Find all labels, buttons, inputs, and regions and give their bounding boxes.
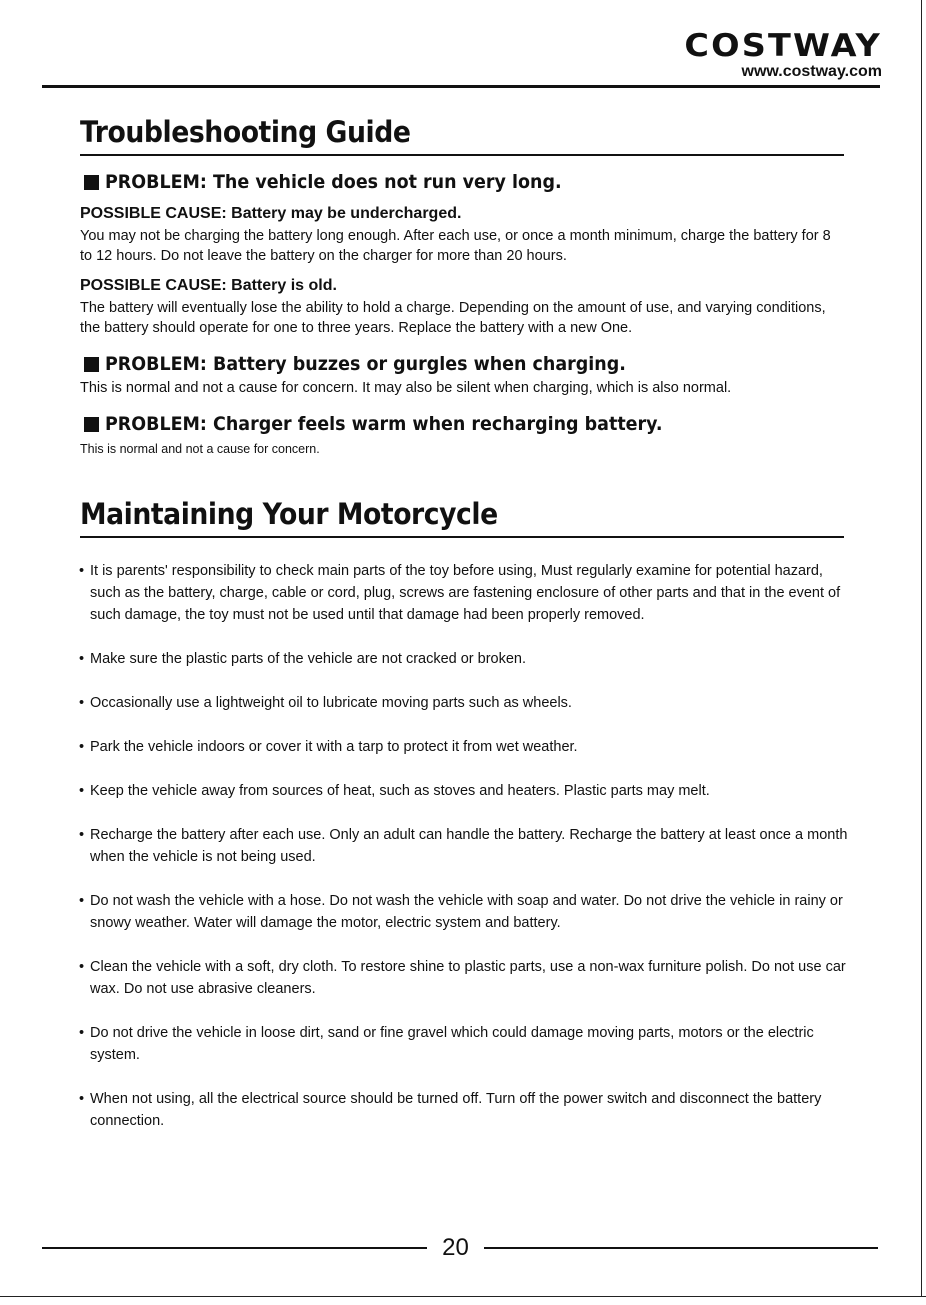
list-item: [80, 890, 850, 934]
list-item-text: It is parents' responsibility to check main parts of the toy before using, Must regularly examine for potential hazard, such as the battery, charge, cable or cord, plug, screws are fastening enclosure of other parts and that in the event of such damage, the toy must not be used until that damage had been properly removed.: [90, 563, 841, 623]
footer-line-right: [484, 1247, 878, 1249]
brand-logo: COSTWAY: [684, 28, 882, 64]
bullet-dot: •: [79, 563, 85, 579]
list-item: [80, 1088, 850, 1132]
list-item: [80, 560, 850, 626]
problem-heading-text: PROBLEM: Charger feels warm when recharging battery.: [105, 413, 663, 435]
troubleshooting-section: [80, 114, 844, 458]
cause-text-undercharged: You may not be charging the battery long enough. After each use, or once a month minimum, charge the battery for 8 to 12 hours. Do not leave the battery on the charger for more than 20 hours.: [80, 228, 831, 264]
cause-title-undercharged: POSSIBLE CAUSE: Battery may be undercharged.: [80, 205, 462, 222]
bullet-dot: •: [79, 893, 85, 909]
troubleshooting-divider: [80, 154, 844, 156]
maintaining-section: [79, 496, 848, 1132]
list-item-text: Keep the vehicle away from sources of heat, such as stoves and heaters. Plastic parts may melt.: [90, 783, 710, 799]
list-item-text: Do not drive the vehicle in loose dirt, sand or fine gravel which could damage moving parts, motors or the electric system.: [90, 1025, 814, 1063]
problem-heading-text: PROBLEM: The vehicle does not run very long.: [105, 171, 562, 193]
list-item-text: Do not wash the vehicle with a hose. Do not wash the vehicle with soap and water. Do not drive the vehicle in rainy or snowy weather. Water will damage the motor, electric system and battery.: [90, 893, 843, 931]
problem-text-warm-charger: This is normal and not a cause for concern.: [80, 442, 320, 456]
list-item: [80, 1022, 850, 1066]
bullet-dot: •: [79, 1025, 85, 1041]
problem-heading-text: PROBLEM: Battery buzzes or gurgles when charging.: [105, 353, 626, 375]
maintaining-divider: [80, 536, 844, 538]
list-item-text: Recharge the battery after each use. Only an adult can handle the battery. Recharge the battery at least once a month when the vehicle is not being used.: [90, 827, 848, 865]
bullet-dot: •: [79, 783, 85, 799]
list-item-text: Occasionally use a lightweight oil to lubricate moving parts such as wheels.: [90, 695, 572, 711]
maintaining-title: Maintaining Your Motorcycle: [80, 497, 498, 531]
list-item-text: Make sure the plastic parts of the vehicle are not cracked or broken.: [90, 651, 527, 667]
list-item: [80, 648, 850, 670]
problem-heading-2: [84, 352, 844, 376]
bullet-dot: •: [79, 827, 85, 843]
list-item-text: Park the vehicle indoors or cover it with a tarp to protect it from wet weather.: [90, 739, 578, 755]
bullet-dot: •: [79, 695, 85, 711]
problem-text-buzzes: This is normal and not a cause for concern. It may also be silent when charging, which is also normal.: [80, 380, 732, 396]
header-brand: [684, 28, 882, 82]
list-item-text: Clean the vehicle with a soft, dry cloth. To restore shine to plastic parts, use a non-wax furniture polish. Do not use car wax. Do not use abrasive cleaners.: [90, 959, 846, 997]
cause-text-old-battery: The battery will eventually lose the ability to hold a charge. Depending on the amount of use, and varying conditions, the battery should operate for one to three years. Replace the battery with a new One.: [80, 300, 826, 336]
list-item: [80, 824, 850, 868]
list-item-text: When not using, all the electrical source should be turned off. Turn off the power switch and disconnect the battery connection.: [90, 1091, 822, 1129]
troubleshooting-title: Troubleshooting Guide: [80, 115, 411, 149]
maintenance-list: [79, 560, 848, 1132]
bullet-dot: •: [79, 739, 85, 755]
bullet-dot: •: [79, 959, 85, 975]
footer-line-left: [42, 1247, 427, 1249]
page-number: 20: [442, 1234, 469, 1261]
list-item: [80, 736, 850, 758]
square-bullet-icon: [84, 357, 99, 372]
page-footer: [42, 1232, 878, 1262]
page-right-border: [921, 0, 922, 1296]
brand-url: www.costway.com: [741, 63, 882, 80]
problem-heading-1: [84, 170, 844, 194]
list-item: [80, 956, 850, 1000]
page-bottom-border: [0, 1296, 926, 1297]
page-content: [79, 114, 848, 1154]
list-item: [80, 692, 850, 714]
cause-title-old-battery: POSSIBLE CAUSE: Battery is old.: [80, 277, 337, 294]
square-bullet-icon: [84, 417, 99, 432]
bullet-dot: •: [79, 651, 85, 667]
problem-heading-3: [84, 412, 844, 436]
list-item: [80, 780, 850, 802]
square-bullet-icon: [84, 175, 99, 190]
header-divider: [42, 85, 880, 88]
bullet-dot: •: [79, 1091, 85, 1107]
